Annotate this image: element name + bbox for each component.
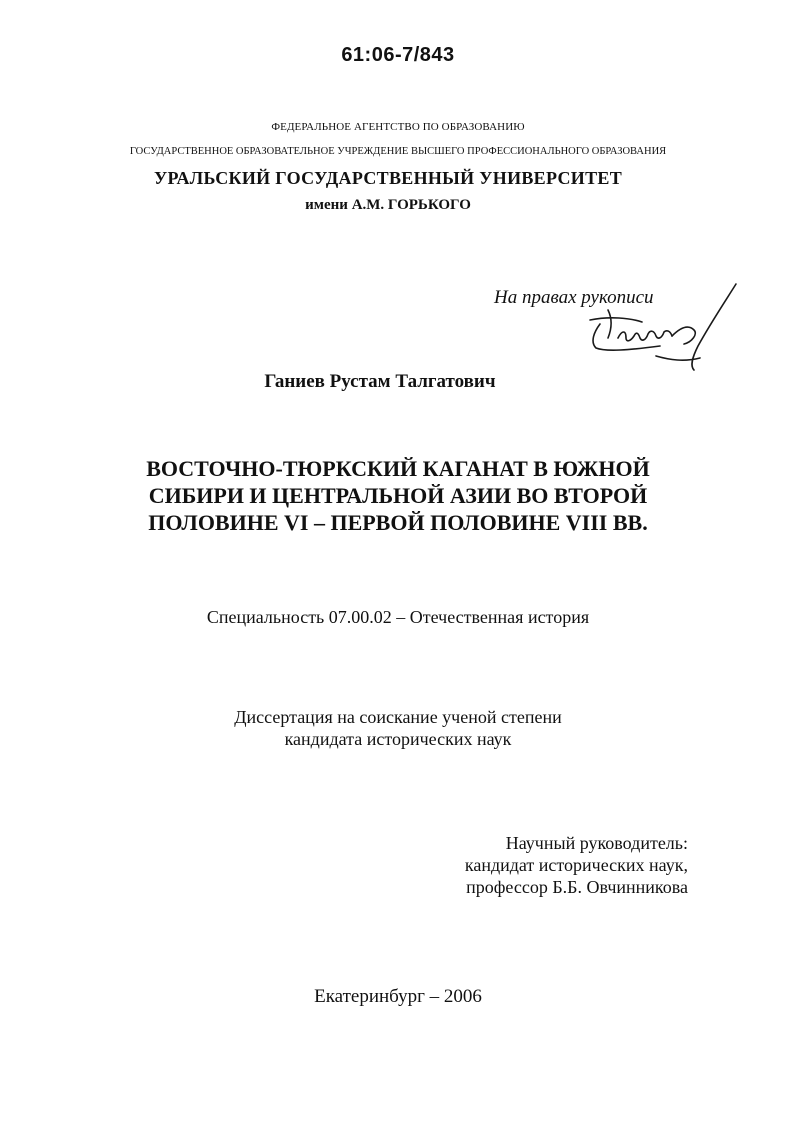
title-line: СИБИРИ И ЦЕНТРАЛЬНОЙ АЗИИ ВО ВТОРОЙ xyxy=(148,483,648,508)
specialty: Специальность 07.00.02 – Отечественная история xyxy=(206,607,590,627)
university-name: УРАЛЬСКИЙ ГОСУДАРСТВЕННЫЙ УНИВЕРСИТЕТ xyxy=(153,168,623,188)
university-named-after: имени А.М. ГОРЬКОГО xyxy=(305,197,471,213)
supervisor-line: профессор Б.Б. Овчинникова xyxy=(466,877,688,897)
supervisor-line: Научный руководитель: xyxy=(505,833,688,853)
degree-line: Диссертация на соискание ученой степени xyxy=(234,707,562,727)
supervisor-block xyxy=(430,832,688,898)
catalog-number: 61:06-7/843 xyxy=(341,44,455,66)
institution-type: ГОСУДАРСТВЕННОЕ ОБРАЗОВАТЕЛЬНОЕ УЧРЕЖДЕНИЕ ВЫСШЕГО ПРОФЕССИОНАЛЬНОГО ОБРАЗОВАНИЯ xyxy=(129,146,667,157)
city-year: Екатеринбург – 2006 xyxy=(314,986,482,1007)
supervisor-line: кандидат исторических наук, xyxy=(464,855,688,875)
agency-name: ФЕДЕРАЛЬНОЕ АГЕНТСТВО ПО ОБРАЗОВАНИЮ xyxy=(271,121,525,133)
dissertation-title xyxy=(0,455,796,536)
author-name: Ганиев Рустам Талгатович xyxy=(264,371,496,392)
manuscript-note: На правах рукописи xyxy=(494,287,654,308)
title-line: ВОСТОЧНО-ТЮРКСКИЙ КАГАНАТ В ЮЖНОЙ xyxy=(146,456,650,481)
degree-line: кандидата исторических наук xyxy=(284,729,512,749)
signature-icon xyxy=(560,280,750,380)
degree-statement xyxy=(0,706,796,750)
title-line: ПОЛОВИНЕ VI – ПЕРВОЙ ПОЛОВИНЕ VIII ВВ. xyxy=(148,510,648,535)
